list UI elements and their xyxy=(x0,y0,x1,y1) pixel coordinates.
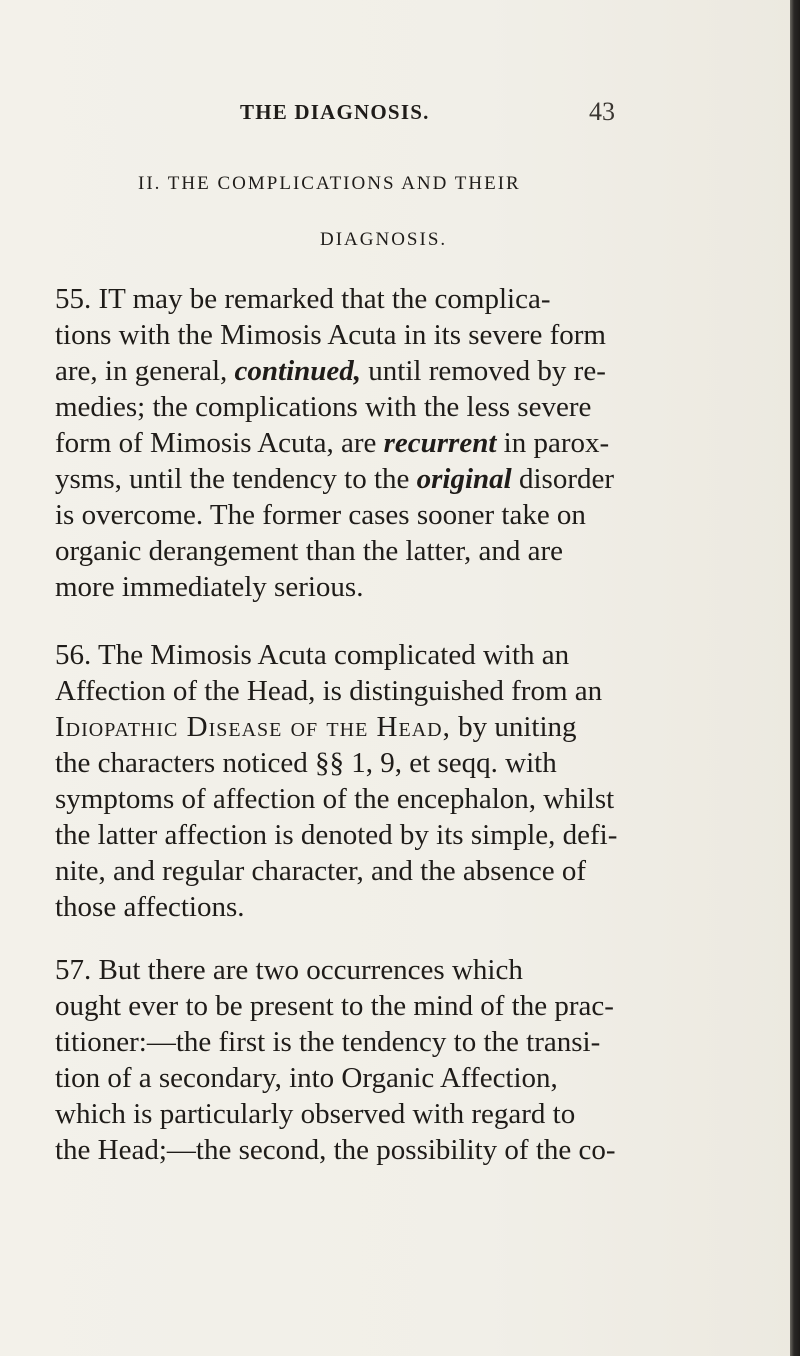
emphasis-text: continued, xyxy=(234,355,362,387)
text-line: Affection of the Head, is distinguished from an xyxy=(55,675,603,707)
section-heading-line-2: DIAGNOSIS. xyxy=(320,229,448,250)
text-line: the Head;—the second, the possibility of the co- xyxy=(55,1134,616,1166)
paragraph-57 xyxy=(55,952,630,1168)
paragraph-55 xyxy=(55,281,630,605)
text-line: the characters noticed §§ 1, 9, et seqq. with xyxy=(55,747,557,779)
running-title: THE DIAGNOSIS. xyxy=(240,100,430,124)
text-line: are, in general, continued, until removed by re- xyxy=(55,355,606,387)
text-line: 57. But there are two occurrences which xyxy=(55,954,523,986)
text-line: 56. The Mimosis Acuta complicated with an xyxy=(55,639,570,671)
text-line: titioner:—the first is the tendency to the transi- xyxy=(55,1026,601,1058)
text-line: the latter affection is denoted by its simple, defi- xyxy=(55,819,618,851)
paragraph-56 xyxy=(55,637,630,925)
text-line: is overcome. The former cases sooner take on xyxy=(55,499,586,531)
text-line: medies; the complications with the less severe xyxy=(55,391,592,423)
text-line: ysms, until the tendency to the original disorder xyxy=(55,463,615,495)
text-line: those affections. xyxy=(55,891,245,923)
text-line: Idiopathic Disease of the Head, by uniting xyxy=(55,711,577,743)
text-line: organic derangement than the latter, and are xyxy=(55,535,563,567)
text-line: nite, and regular character, and the absence of xyxy=(55,855,587,887)
page-number: 43 xyxy=(589,97,615,126)
text-line: tions with the Mimosis Acuta in its severe form xyxy=(55,319,606,351)
text-line: more immediately serious. xyxy=(55,571,364,603)
text-line: ought ever to be present to the mind of the prac- xyxy=(55,990,614,1022)
section-heading-line-1: II. THE COMPLICATIONS AND THEIR xyxy=(138,173,521,194)
text-line: 55. IT may be remarked that the complica- xyxy=(55,283,551,315)
small-caps-text: Idiopathic Disease of the Head, xyxy=(55,711,451,743)
running-head xyxy=(0,92,800,132)
emphasis-text: original xyxy=(416,463,512,495)
text-line: which is particularly observed with regard to xyxy=(55,1098,576,1130)
text-line: tion of a secondary, into Organic Affection, xyxy=(55,1062,558,1094)
text-line: form of Mimosis Acuta, are recurrent in parox- xyxy=(55,427,610,459)
page-binding-edge xyxy=(790,0,800,1356)
text-line: symptoms of affection of the encephalon, whilst xyxy=(55,783,615,815)
emphasis-text: recurrent xyxy=(383,427,497,459)
